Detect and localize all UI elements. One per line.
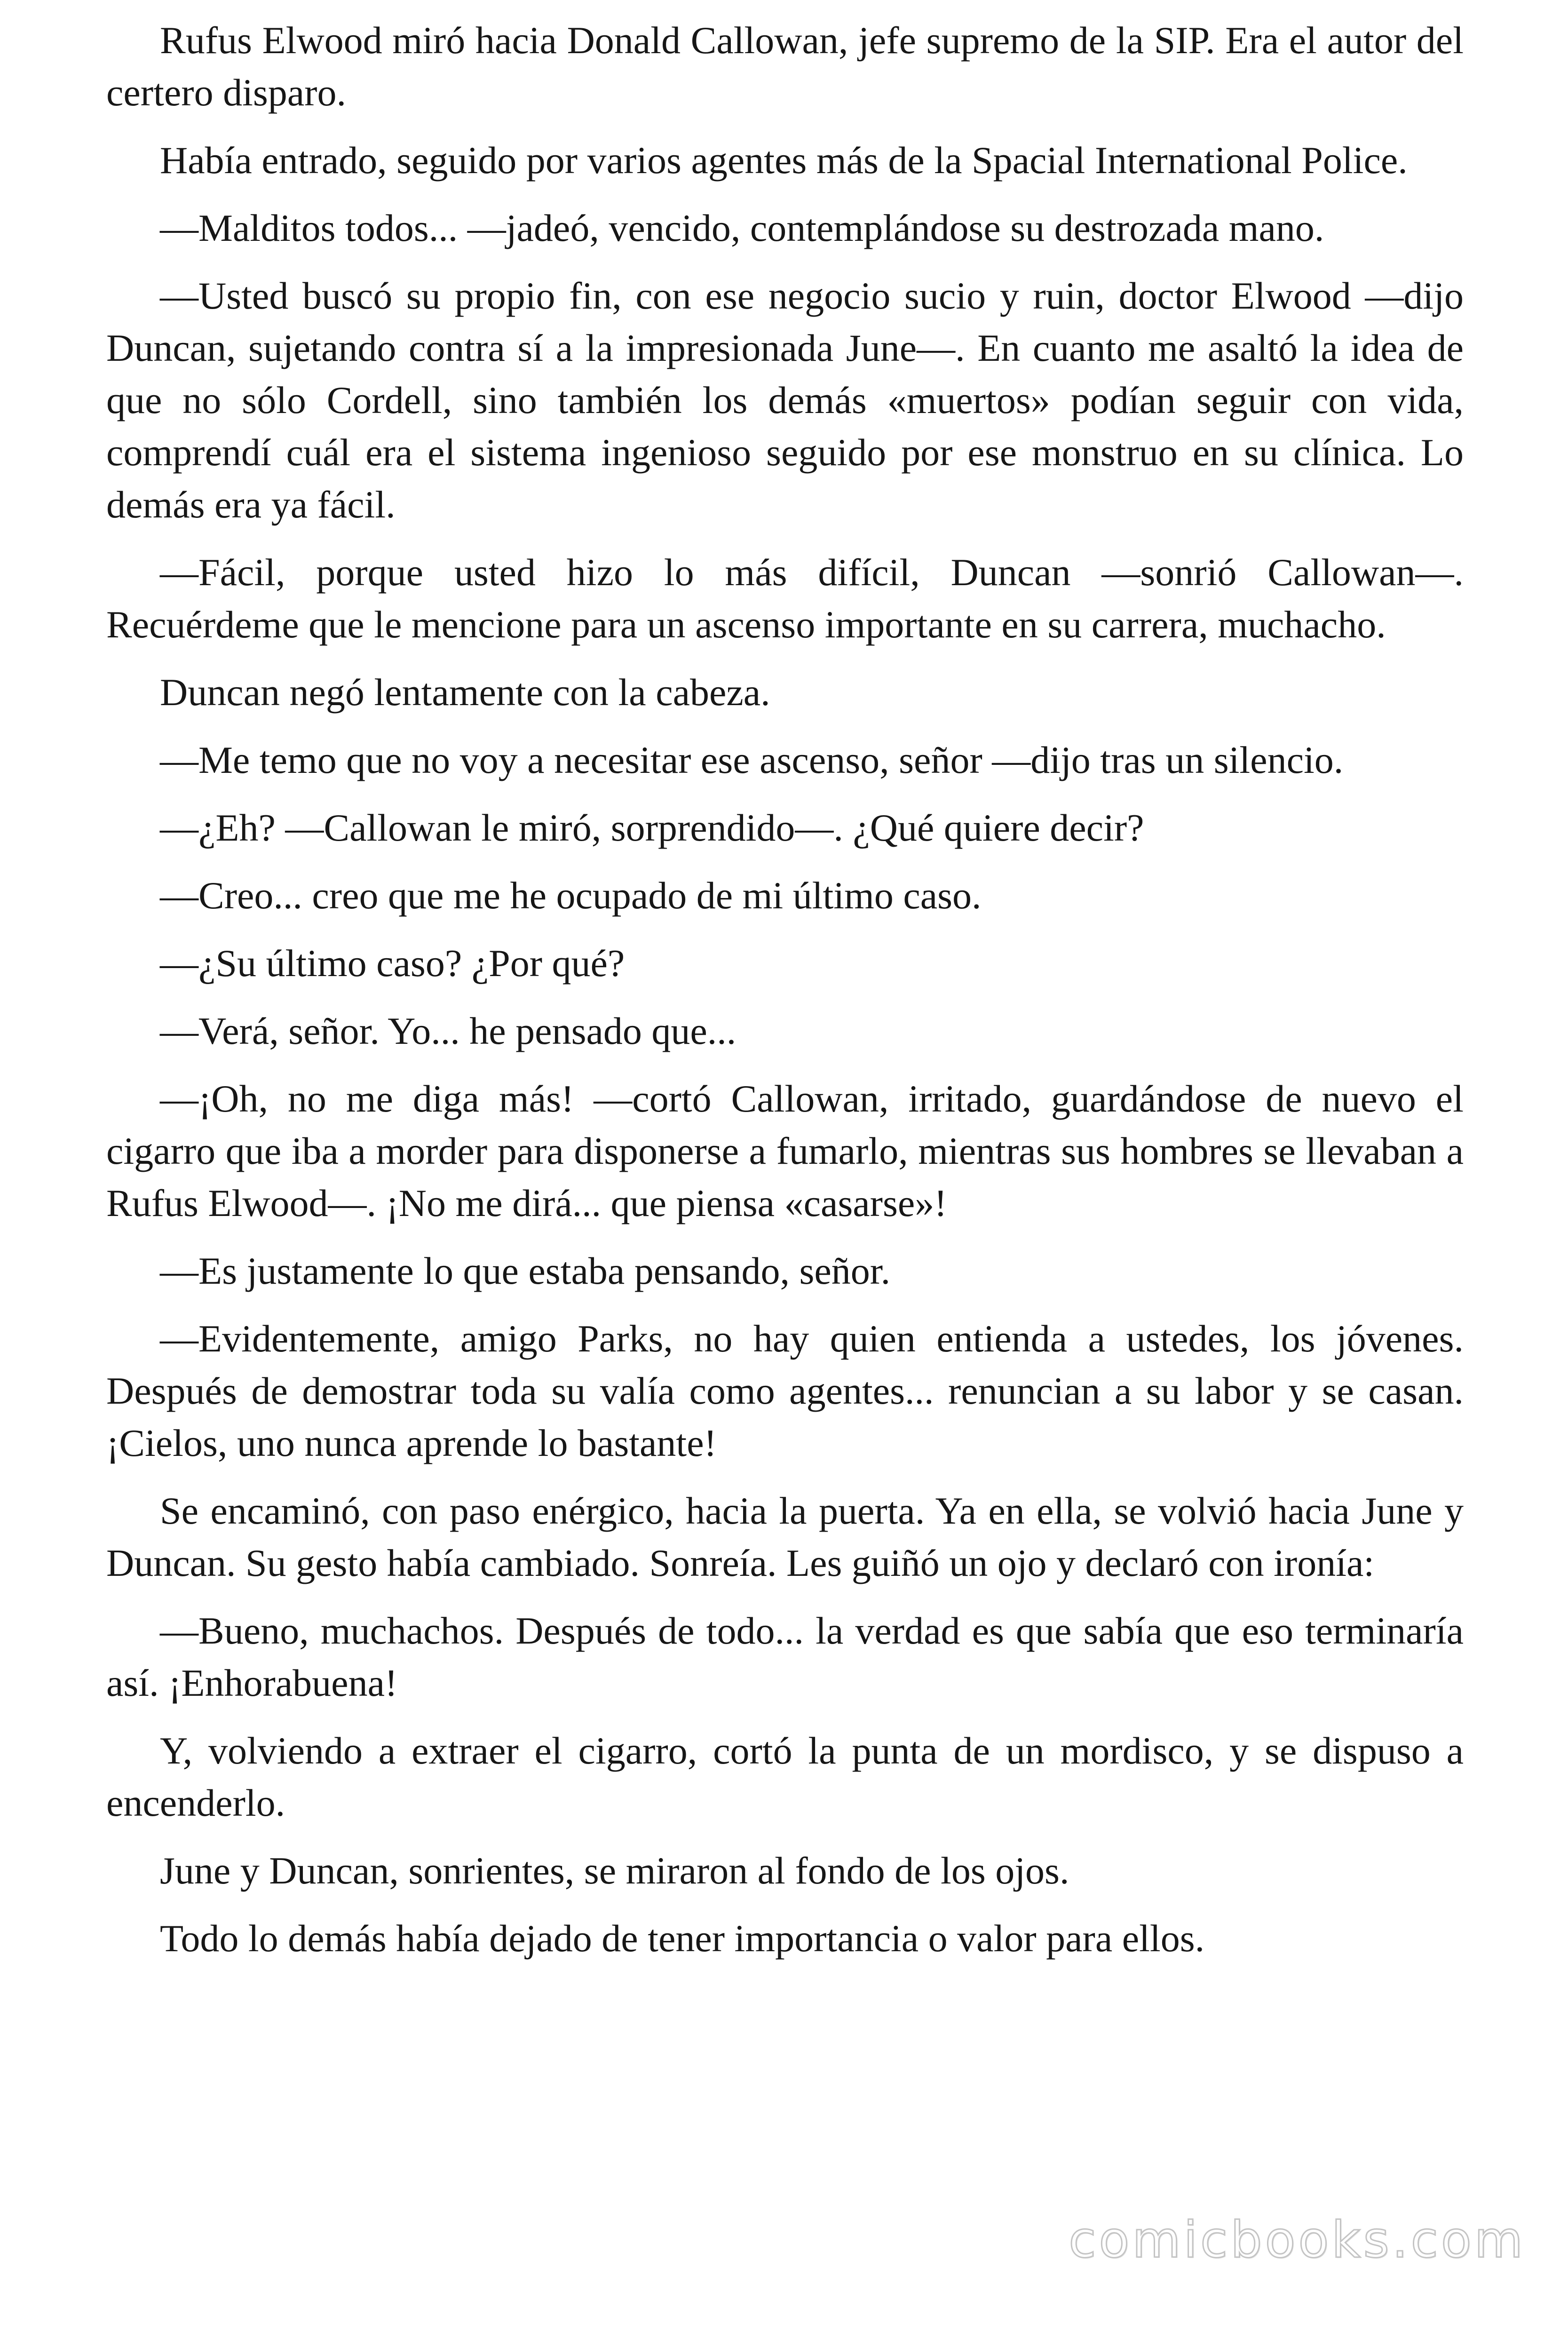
paragraph: —Verá, señor. Yo... he pensado que... — [160, 1009, 736, 1052]
page-text — [106, 14, 1464, 1980]
paragraph: —Me temo que no voy a necesitar ese ascenso, señor —dijo tras un silencio. — [160, 739, 1344, 781]
paragraph: —Bueno, muchachos. Después de todo... la verdad es que sabía que eso terminaría así. ¡Enhorabuena! — [106, 1609, 1464, 1704]
paragraph: Había entrado, seguido por varios agentes más de la Spacial International Police. — [160, 139, 1408, 182]
paragraph: —¿Su último caso? ¿Por qué? — [160, 942, 625, 985]
paragraph: —Usted buscó su propio fin, con ese negocio sucio y ruin, doctor Elwood —dijo Duncan, sujetando contra sí a la impresionada June—. En cuanto me asaltó la idea de que no sólo Cordell, sino también los demás «muertos» podían seguir con vida, comprendí cuál era el sistema ingenioso seguido por ese monstruo en su clínica. Lo demás era ya fácil. — [106, 274, 1464, 526]
paragraph: Y, volviendo a extraer el cigarro, cortó la punta de un mordisco, y se dispuso a encenderlo. — [106, 1729, 1464, 1824]
paragraph: —Fácil, porque usted hizo lo más difícil, Duncan —sonrió Callowan—. Recuérdeme que le mencione para un ascenso importante en su carrera, muchacho. — [106, 551, 1464, 646]
paragraph: June y Duncan, sonrientes, se miraron al fondo de los ojos. — [160, 1849, 1069, 1892]
paragraph: —Es justamente lo que estaba pensando, señor. — [160, 1249, 891, 1292]
paragraph: —Evidentemente, amigo Parks, no hay quien entienda a ustedes, los jóvenes. Después de demostrar toda su valía como agentes... renuncian a su labor y se casan. ¡Cielos, uno nunca aprende lo bastante! — [106, 1317, 1464, 1464]
paragraph: —Malditos todos... —jadeó, vencido, contemplándose su destrozada mano. — [160, 207, 1324, 249]
paragraph: Duncan negó lentamente con la cabeza. — [160, 671, 770, 714]
paragraph: Rufus Elwood miró hacia Donald Callowan, jefe supremo de la SIP. Era el autor del certero disparo. — [106, 19, 1464, 114]
paragraph: —¿Eh? —Callowan le miró, sorprendido—. ¿Qué quiere decir? — [160, 806, 1144, 849]
paragraph: —¡Oh, no me diga más! —cortó Callowan, irritado, guardándose de nuevo el cigarro que iba a morder para disponerse a fumarlo, mientras sus hombres se llevaban a Rufus Elwood—. ¡No me dirá... que piensa «casarse»! — [106, 1077, 1464, 1224]
watermark: comicbooks.com — [1069, 2211, 1526, 2269]
paragraph: Se encaminó, con paso enérgico, hacia la puerta. Ya en ella, se volvió hacia June y Duncan. Su gesto había cambiado. Sonreía. Les guiñó un ojo y declaró con ironía: — [106, 1489, 1464, 1584]
paragraph: Todo lo demás había dejado de tener importancia o valor para ellos. — [160, 1917, 1205, 1960]
paragraph: —Creo... creo que me he ocupado de mi último caso. — [160, 874, 982, 917]
